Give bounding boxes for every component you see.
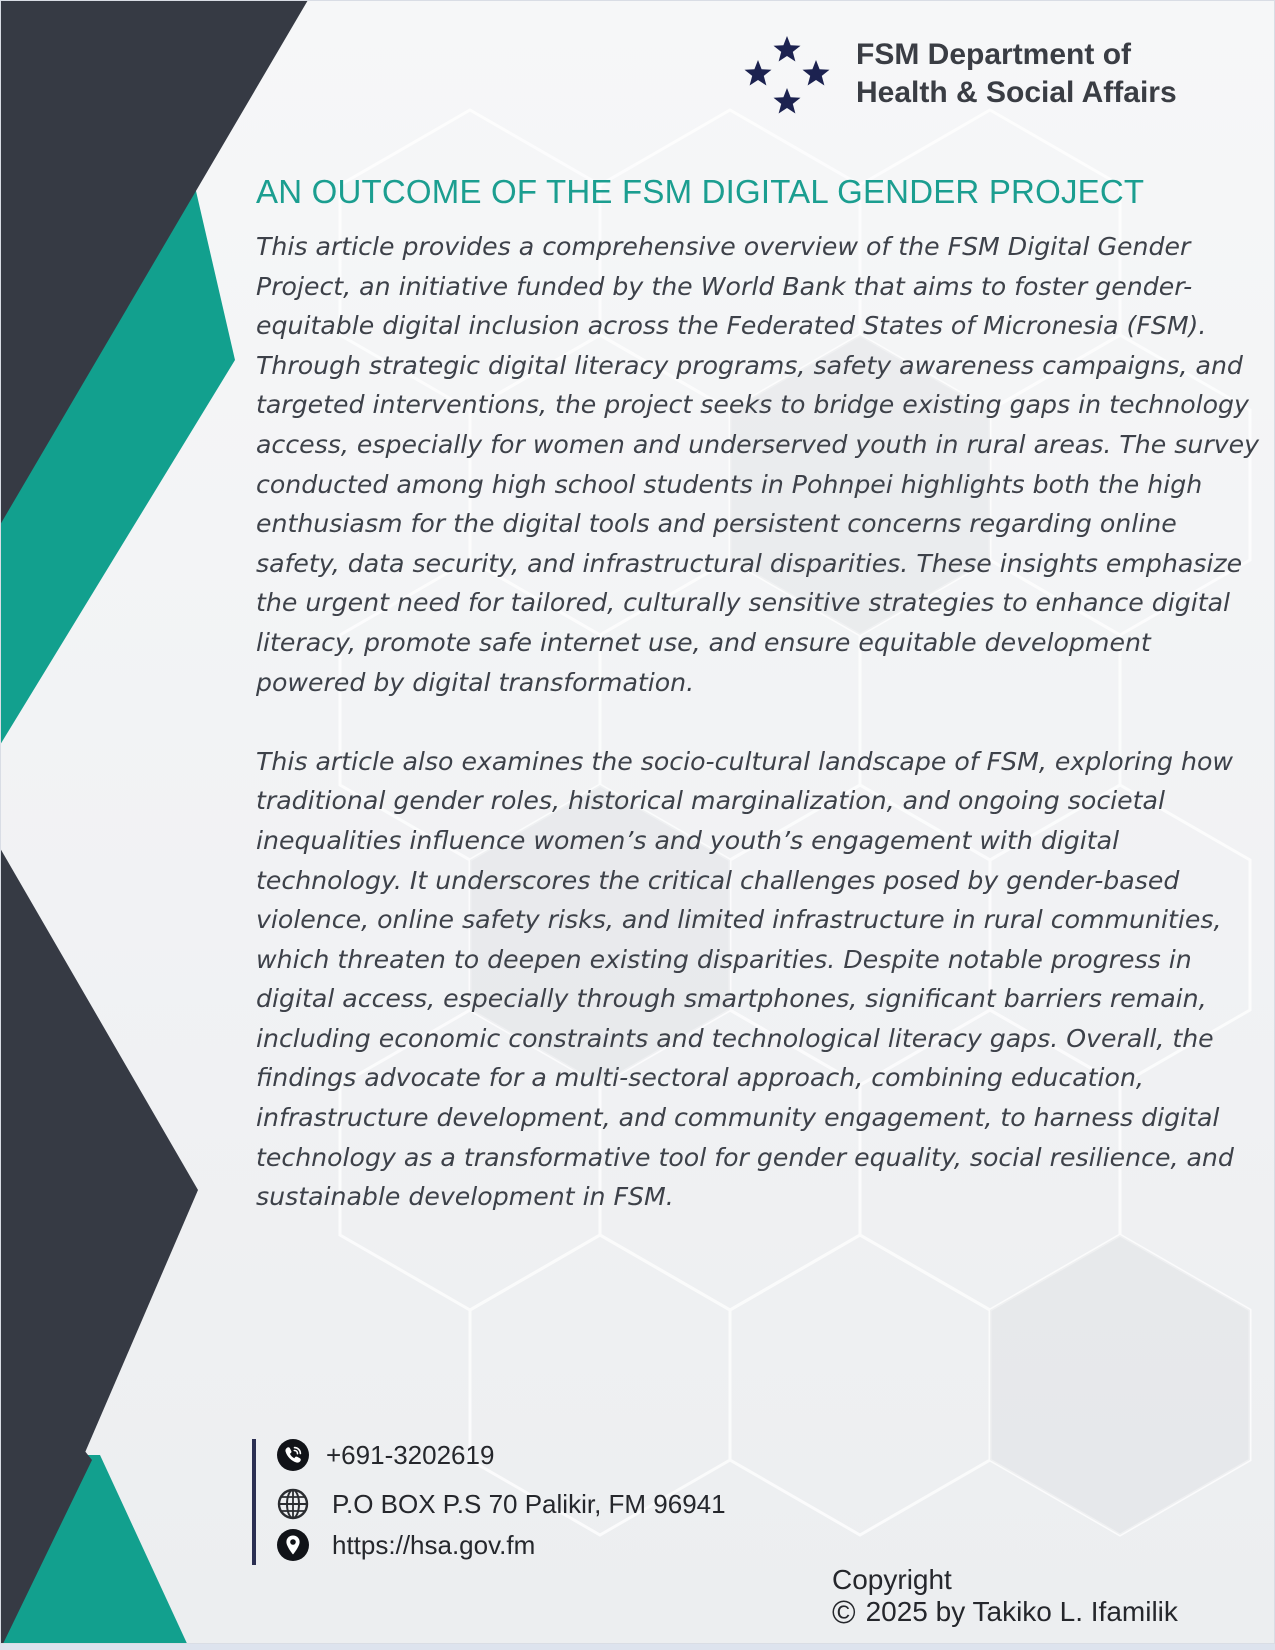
organization-name-line2: Health & Social Affairs — [856, 76, 1177, 109]
copyright-line — [832, 1596, 1178, 1628]
copyright-symbol: © — [832, 1594, 856, 1630]
contact-website — [276, 1527, 535, 1563]
phone-number[interactable]: +691-3202619 — [326, 1440, 495, 1470]
copyright-holder: 2025 by Takiko L. Ifamilik — [865, 1596, 1178, 1627]
organization-name — [856, 36, 1236, 112]
bottom-strip — [0, 1644, 1275, 1650]
website-link[interactable]: https://hsa.gov.fm — [332, 1530, 536, 1560]
four-star-cluster-icon — [740, 34, 840, 122]
abstract-paragraph-2: This article also examines the socio-cultural landscape of FSM, exploring how traditional gender roles, historical marginalization, and ongoing societal inequalities influence women’s and youth’s engagement with digital technology. It underscores the critical challenges posed by gender-based violence, online safety risks, and limited infrastructure in rural communities, which threaten to deepen existing disparities. Despite notable progress in digital access, especially through smartphones, significant barriers remain, including economic constraints and technological literacy gaps. Overall, the findings advocate for a multi-sectoral approach, combining education, infrastructure development, and community engagement, to harness digital technology as a transformative tool for gender equality, social resilience, and sustainable development in FSM. — [256, 746, 1234, 1212]
abstract-paragraph-1: This article provides a comprehensive overview of the FSM Digital Gender Project, an initiative funded by the World Bank that aims to foster gender-equitable digital inclusion across the Federated States of Micronesia (FSM). Through strategic digital literacy programs, safety awareness campaigns, and targeted interventions, the project seeks to bridge existing gaps in technology access, especially for women and underserved youth in rural areas. The survey conducted among high school students in Pohnpei highlights both the high enthusiasm for the digital tools and persistent concerns regarding online safety, data security, and infrastructural disparities. These insights emphasize the urgent need for tailored, culturally sensitive strategies to enhance digital literacy, promote safe internet use, and ensure equitable development powered by digital transformation. — [256, 232, 1260, 697]
phone-icon — [276, 1438, 310, 1472]
copyright-notice — [832, 1564, 1178, 1628]
document-title: AN OUTCOME OF THE FSM DIGITAL GENDER PROJECT — [256, 173, 1145, 210]
contact-phone — [276, 1437, 494, 1473]
postal-address: P.O BOX P.S 70 Palikir, FM 96941 — [332, 1489, 726, 1519]
copyright-label: Copyright — [832, 1564, 952, 1595]
location-pin-icon — [276, 1528, 310, 1562]
abstract-text — [256, 227, 1266, 1217]
globe-icon — [276, 1487, 310, 1521]
organization-name-line1: FSM Department of — [856, 38, 1132, 71]
contact-address — [276, 1486, 726, 1522]
contact-divider — [252, 1439, 256, 1565]
